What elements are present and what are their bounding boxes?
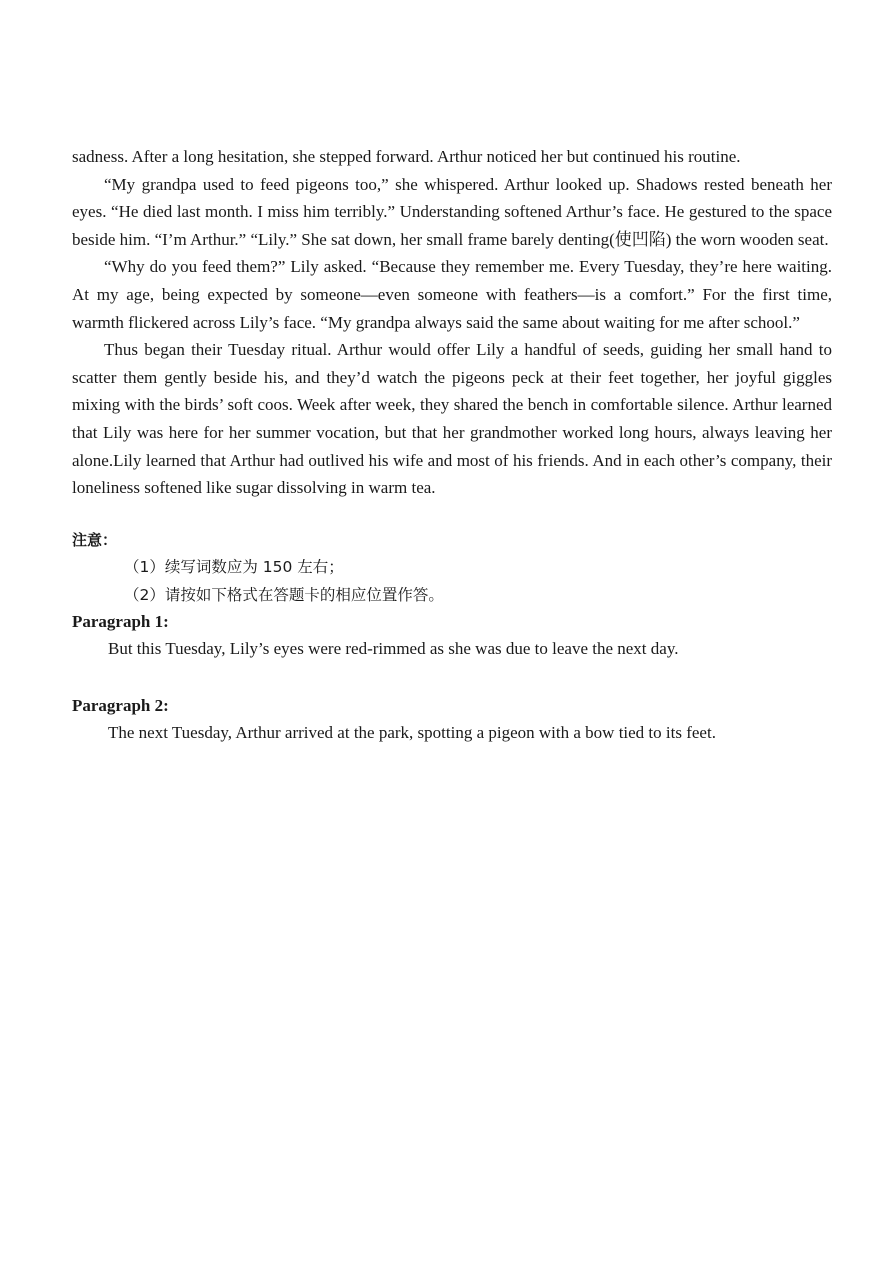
note-item-word-count: （1）续写词数应为 150 左右； [124, 557, 344, 576]
paragraph-2-opening: The next Tuesday, Arthur arrived at the park, spotting a pigeon with a bow tied to its feet. [108, 722, 716, 742]
story-paragraph-1: sadness. After a long hesitation, she stepped forward. Arthur noticed her but continued his routine. [72, 147, 741, 166]
story-text [72, 143, 832, 502]
note-item-format: （2）请按如下格式在答题卡的相应位置作答。 [124, 585, 444, 604]
story-paragraph-2: “My grandpa used to feed pigeons too,” she whispered. Arthur looked up. Shadows rested beneath her eyes. “He died last month. I miss him terribly.” Understanding softened Arthur’s face. He gestured to the space beside him. “I’m Arthur.” “Lily.” She sat down, her small frame barely denting(使凹陷) the worn wooden seat. [72, 174, 832, 249]
answer-section [72, 609, 832, 747]
story-paragraph-4: Thus began their Tuesday ritual. Arthur would offer Lily a handful of seeds, guiding her small hand to scatter them gently beside his, and they’d watch the pigeons peck at their feet together, her joyful giggles mixing with the birds’ soft coos. Week after week, they shared the bench in comfortable silence. Arthur learned that Lily was here for her summer vocation, but that her grandmother worked long hours, always leaving her alone.Lily learned that Arthur had outlived his wife and most of his friends. And in each other’s company, their loneliness softened like sugar dissolving in warm tea. [72, 340, 832, 498]
paragraph-1-label: Paragraph 1: [72, 611, 169, 631]
paragraph-1-opening: But this Tuesday, Lily’s eyes were red-rimmed as she was due to leave the next day. [108, 638, 679, 658]
instructions-section [72, 527, 832, 609]
story-paragraph-3: “Why do you feed them?” Lily asked. “Because they remember me. Every Tuesday, they’re here waiting. At my age, being expected by someone—even someone with feathers—is a comfort.” For the first time, warmth flickered across Lily’s face. “My grandpa always said the same about waiting for me after school.” [72, 257, 832, 332]
document-page [72, 143, 832, 747]
answer-space-1 [72, 663, 832, 693]
notes-title: 注意： [72, 530, 118, 549]
paragraph-2-label: Paragraph 2: [72, 695, 169, 715]
